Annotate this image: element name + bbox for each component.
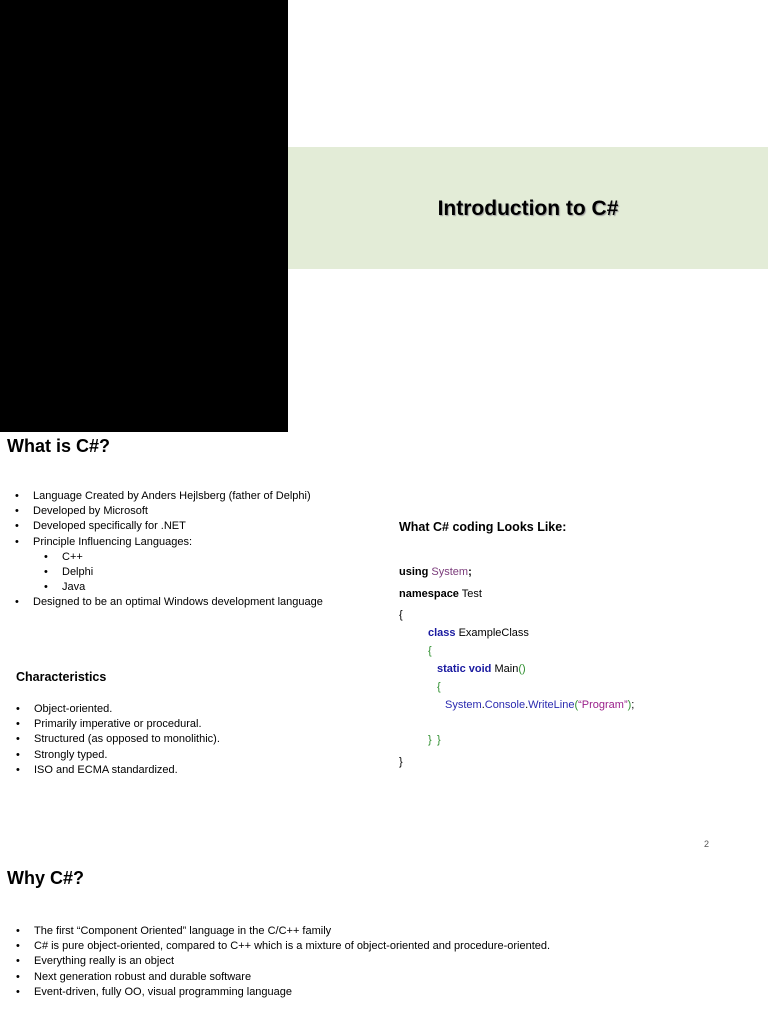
code-line-namespace [399, 588, 482, 600]
semicolon: ; [468, 566, 472, 578]
class-name: ExampleClass [458, 627, 529, 639]
class-keyword: class [428, 627, 456, 639]
characteristics-heading: Characteristics [16, 670, 107, 684]
list-item: • Everything really is an object [16, 954, 550, 969]
sub-list-item: • Java [15, 580, 323, 595]
list-item: • Principle Influencing Languages: [15, 535, 323, 550]
title-band [288, 147, 768, 269]
list-item: • Next generation robust and durable software [16, 970, 550, 985]
code-heading: What C# coding Looks Like: [399, 520, 567, 534]
list-item: • Developed by Microsoft [15, 504, 323, 519]
list-item: • Designed to be an optimal Windows development language [15, 595, 323, 610]
namespace-name: Test [461, 588, 482, 600]
code-method-close-brace: } [437, 734, 441, 746]
list-item: • Strongly typed. [16, 748, 220, 763]
code-close-brace: } [399, 756, 403, 768]
main-method-name: Main [494, 663, 519, 675]
using-keyword: using [399, 566, 429, 578]
code-line-class [428, 627, 529, 639]
list-item: • Structured (as opposed to monolithic). [16, 732, 220, 747]
paren-close: ) [627, 699, 632, 711]
paren-open: ( [574, 699, 579, 711]
call-console: Console [484, 699, 526, 711]
list-item: • Primarily imperative or procedural. [16, 717, 220, 732]
why-csharp-heading: Why C#? [7, 868, 85, 888]
list-item: • The first “Component Oriented” language in the C/C++ family [16, 924, 550, 939]
static-void-keywords: static void [437, 663, 492, 675]
string-literal: “Program” [578, 699, 628, 711]
system-namespace: System [431, 566, 469, 578]
code-line-writeline [445, 699, 634, 711]
list-item: • Event-driven, fully OO, visual programming language [16, 985, 550, 1000]
list-item: • Language Created by Anders Hejlsberg (father of Delphi) [15, 489, 323, 504]
page-number: 2 [704, 839, 710, 849]
call-writeline: WriteLine [528, 699, 575, 711]
list-item: • Object-oriented. [16, 702, 220, 717]
characteristics-list [16, 702, 220, 778]
title-slide-black-panel [0, 0, 288, 432]
what-is-list [15, 489, 323, 611]
list-item: • C# is pure object-oriented, compared to C++ which is a mixture of object-oriented and procedure-oriented. [16, 939, 550, 954]
slide-title: Introduction to C# [437, 197, 619, 220]
dot: . [481, 699, 485, 711]
what-is-csharp-heading: What is C#? [7, 436, 111, 456]
sub-list-item: • C++ [15, 550, 323, 565]
statement-end: ; [631, 699, 635, 711]
why-list [16, 924, 550, 1000]
code-line-using [399, 566, 472, 578]
namespace-keyword: namespace [399, 588, 459, 600]
code-open-brace: { [399, 609, 403, 621]
dot: . [525, 699, 529, 711]
code-line-main [437, 663, 526, 675]
main-parens: () [518, 663, 526, 675]
code-class-close-brace: } [428, 734, 432, 746]
code-class-open-brace: { [428, 645, 432, 657]
list-item: • Developed specifically for .NET [15, 519, 323, 534]
list-item: • ISO and ECMA standardized. [16, 763, 220, 778]
sub-list-item: • Delphi [15, 565, 323, 580]
call-system: System [445, 699, 482, 711]
code-method-open-brace: { [437, 681, 441, 693]
